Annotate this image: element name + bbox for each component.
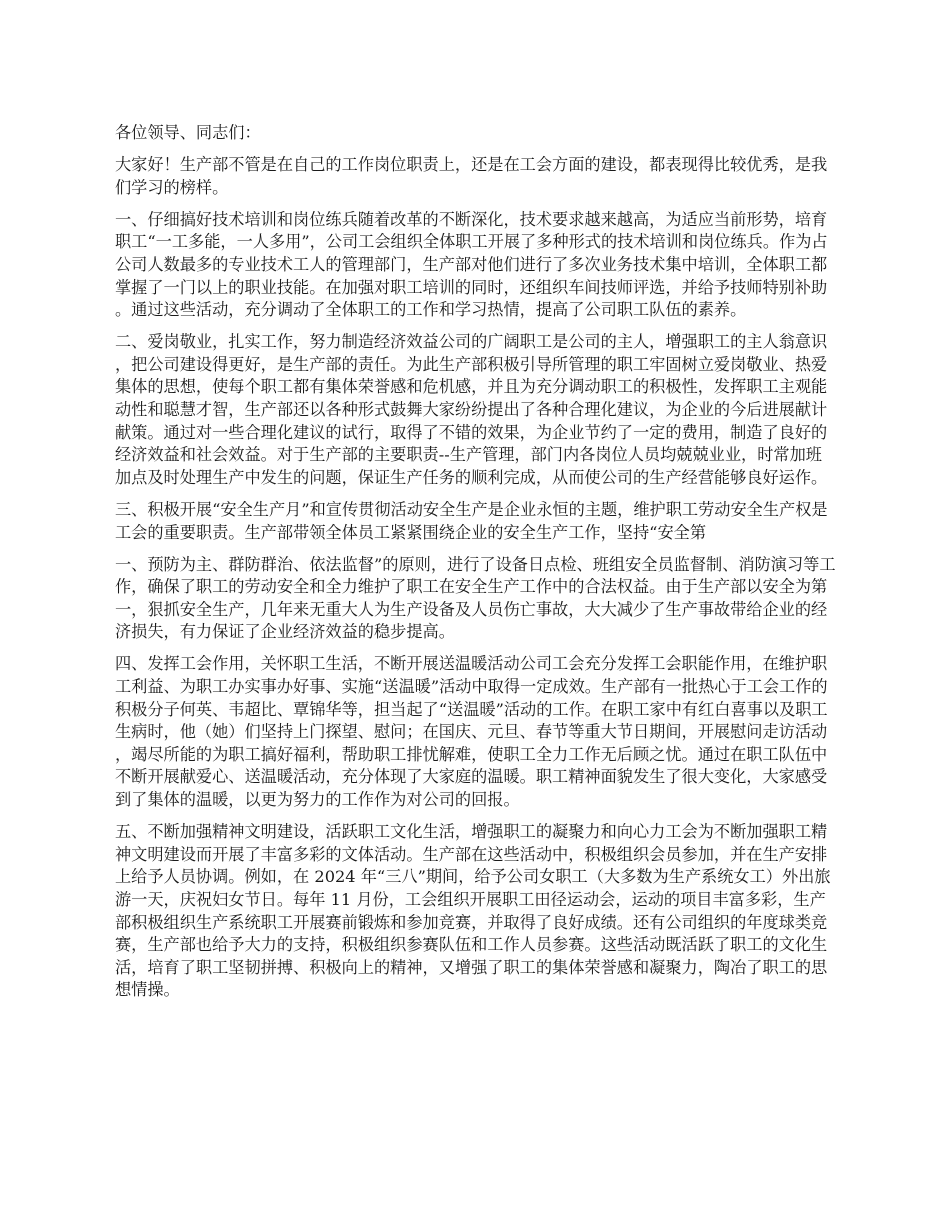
paragraph-section-5: 五、不断加强精神文明建设，活跃职工文化生活，增强职工的凝聚力和向心力工会为不断加强职工精神文明建设而开展了丰富多彩的文体活动。生产部在这些活动中，积极组织会员参加，并在生产安排上给予人员协调。例如，在 2024 年“三八”期间，给予公司女职工（大多数为生产系统女工）外出旅游一天，庆祝妇女节日。每年 11 月份，工会组织开展职工田径运动会，运动的项目丰富多彩，生产部积极组织生产系统职工开展赛前锻炼和参加竞赛，并取得了良好成绩。还有公司组织的年度球类竞赛，生产部也给予大力的支持，积极组织参赛队伍和工作人员参赛。这些活动既活跃了职工的文化生活，培育了职工坚韧拼搏、积极向上的精神，又增强了职工的集体荣誉感和凝聚力，陶冶了职工的思想情操。 xyxy=(115,822,831,1000)
document-body xyxy=(115,122,837,1011)
paragraph-section-2: 二、爱岗敬业，扎实工作，努力制造经济效益公司的广阔职工是公司的主人，增强职工的主人翁意识，把公司建设得更好，是生产部的责任。为此生产部积极引导所管理的职工牢固树立爱岗敬业、热爱集体的思想，使每个职工都有集体荣誉感和危机感，并且为充分调动职工的积极性，发挥职工主观能动性和聪慧才智，生产部还以各种形式鼓舞大家纷纷提出了各种合理化建议，为企业的今后进展献计献策。通过对一些合理化建议的试行，取得了不错的效果，为企业节约了一定的费用，制造了良好的经济效益和社会效益。对于生产部的主要职责--生产管理，部门内各岗位人员均兢兢业业，时常加班加点及时处理生产中发生的问题，保证生产任务的顺利完成，从而使公司的生产经营能够良好运作。 xyxy=(115,332,828,487)
paragraph-section-1: 一、仔细搞好技术培训和岗位练兵随着改革的不断深化，技术要求越来越高，为适应当前形势，培育职工“一工多能，一人多用”，公司工会组织全体职工开展了多种形式的技术培训和岗位练兵。作为占公司人数最多的专业技术工人的管理部门，生产部对他们进行了多次业务技术集中培训，全体职工都掌握了一门以上的职业技能。在加强对职工培训的同时，还组织车间技师评选，并给予技师特别补助。通过这些活动，充分调动了全体职工的工作和学习热情，提高了公司职工队伍的素养。 xyxy=(115,209,828,320)
paragraph-section-3-continued: 一、预防为主、群防群治、依法监督”的原则，进行了设备日点检、班组安全员监督制、消防演习等工作，确保了职工的劳动安全和全力维护了职工在安全生产工作中的合法权益。由于生产部以安全为第一，狠抓安全生产，几年来无重大人为生产设备及人员伤亡事故，大大减少了生产事故带给企业的经济损失，有力保证了企业经济效益的稳步提高。 xyxy=(115,554,836,642)
paragraph-section-4: 四、发挥工会作用，关怀职工生活，不断开展送温暖活动公司工会充分发挥工会职能作用，在维护职工利益、为职工办实事办好事、实施“送温暖”活动中取得一定成效。生产部有一批热心于工会工作的积极分子何英、韦超比、覃锦华等，担当起了“送温暖”活动的工作。在职工家中有红白喜事以及职工生病时，他（她）们坚持上门探望、慰问；在国庆、元旦、春节等重大节日期间，开展慰问走访活动，竭尽所能的为职工搞好福利，帮助职工排忧解难，使职工全力工作无后顾之忧。通过在职工队伍中不断开展献爱心、送温暖活动，充分体现了大家庭的温暖。职工精神面貌发生了很大变化，大家感受到了集体的温暖，以更为努力的工作作为对公司的回报。 xyxy=(115,654,828,810)
paragraph-section-3: 三、积极开展“安全生产月”和宣传贯彻活动安全生产是企业永恒的主题，维护职工劳动安全生产权是工会的重要职责。生产部带领全体员工紧紧围绕企业的安全生产工作，坚持“安全第 xyxy=(115,499,828,542)
greeting-line: 各位领导、同志们： xyxy=(115,123,261,142)
paragraph-intro: 大家好！生产部不管是在自己的工作岗位职责上，还是在工会方面的建设，都表现得比较优秀，是我们学习的榜样。 xyxy=(115,155,828,197)
